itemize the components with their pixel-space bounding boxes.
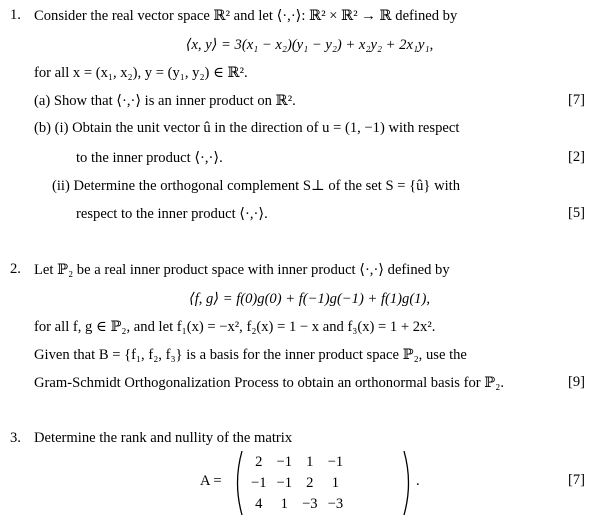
matrix-row [246,473,348,494]
q1-formula: ⟨x, y⟩ = 3(x₁ − x₂)(y₁ − y₂) + x₂y₂ + 2x₁y₁, [185,37,434,53]
matrix-cell: 1 [306,454,314,470]
matrix-row [246,452,348,473]
q1a-marks: [7] [567,92,585,108]
matrix-left-paren [232,450,244,516]
q2-formula: ⟨f, g⟩ = f(0)g(0) + f(−1)g(−1) + f(1)g(1), [189,291,430,307]
matrix-cell: −3 [302,496,318,512]
matrix-cell: 2 [255,454,263,470]
q3-intro: Determine the rank and nullity of the matrix [34,430,293,446]
matrix-row [246,494,348,515]
q2-forall: for all f, g ∈ ℙ₂, and let f₁(x) = −x², f₂(x) = 1 − x and f₃(x) = 1 + 2x². [34,319,436,335]
q1a-text: (a) Show that ⟨·,·⟩ is an inner product on ℝ². [34,93,296,109]
q2-gram: Gram-Schmidt Orthogonalization Process to obtain an orthonormal basis for ℙ₂. [34,375,504,391]
matrix-right-paren [402,450,414,516]
q2-intro: Let ℙ₂ be a real inner product space with inner product ⟨·,·⟩ defined by [34,262,450,278]
matrix-cell: 1 [280,496,288,512]
matrix-cell: 1 [331,475,339,491]
q1bi-marks: [2] [567,149,585,165]
matrix-cell: 4 [255,496,263,512]
matrix-cell: −1 [276,454,293,470]
q1bii-line2: respect to the inner product ⟨·,·⟩. [76,206,268,222]
matrix-cell: −1 [276,475,293,491]
matrix-label: A = [200,473,222,489]
q3-number: 3. [10,430,21,446]
q3-marks: [7] [567,472,585,488]
q1bi-line2: to the inner product ⟨·,·⟩. [76,150,223,166]
matrix-end-period: . [416,473,420,489]
matrix-cell: −3 [327,496,344,512]
q2-number: 2. [10,261,21,277]
q2-given: Given that B = {f₁, f₂, f₃} is a basis for the inner product space ℙ₂, use the [34,347,467,363]
q1bii-line1: (ii) Determine the orthogonal complement S⊥ of the set S = {û} with [52,178,461,194]
q1-forall: for all x = (x₁, x₂), y = (y₁, y₂) ∈ ℝ². [34,65,248,81]
q1bii-marks: [5] [567,205,585,221]
q1-intro: Consider the real vector space ℝ² and let ⟨·,·⟩: ℝ² × ℝ² → ℝ defined by [34,8,458,24]
q2-marks: [9] [567,374,585,390]
matrix-grid [246,452,348,515]
matrix-cell: 2 [306,475,314,491]
matrix-cell: −1 [251,475,267,491]
q1bi-line1: (b) (i) Obtain the unit vector û in the direction of u = (1, −1) with respect [34,120,460,136]
matrix-cell: −1 [327,454,344,470]
q1-number: 1. [10,7,21,23]
